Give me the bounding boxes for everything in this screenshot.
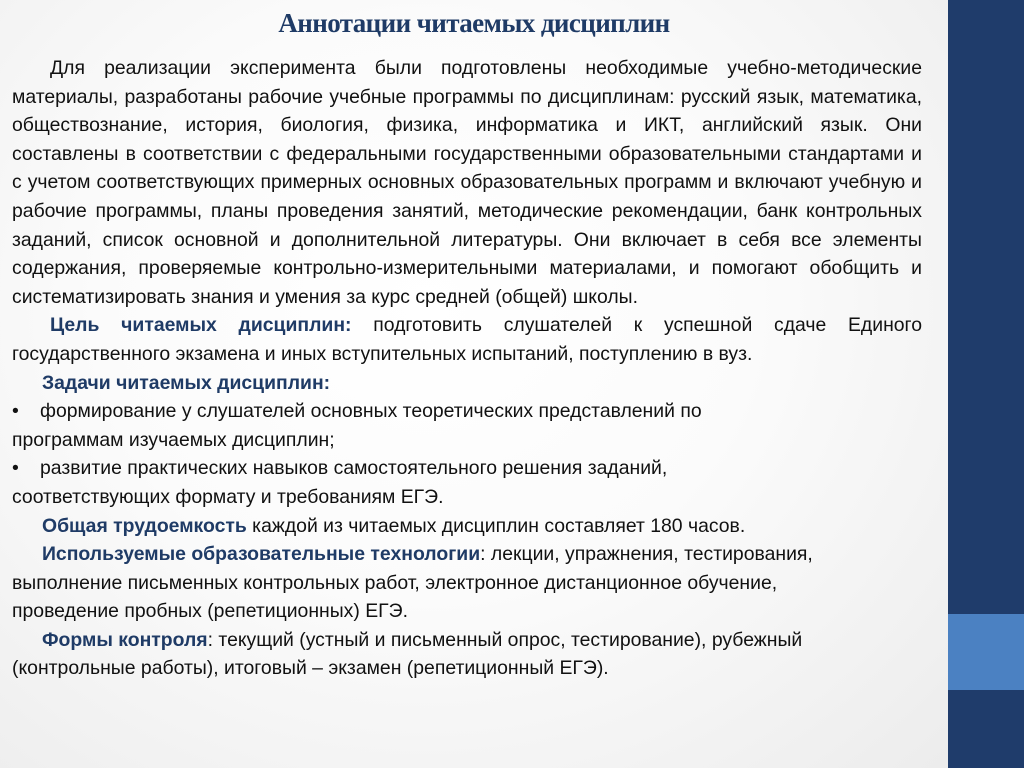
control-line2: (контрольные работы), итоговый – экзамен (репетиционный ЕГЭ). [12, 657, 609, 680]
task-text-line2: программам изучаемых дисциплин; [12, 428, 335, 451]
tasks-list-item [12, 397, 922, 454]
technologies-label: Используемые образовательные технологии [42, 543, 481, 566]
technologies-line1: : лекции, упражнения, тестирования, [480, 543, 813, 566]
technologies-paragraph [12, 540, 922, 626]
bullet-icon: • [12, 457, 19, 480]
sidebar-accent-block [948, 614, 1024, 690]
technologies-line2: выполнение письменных контрольных работ, электронное дистанционное обучение, [12, 571, 778, 594]
slide-title: Аннотации читаемых дисциплин [278, 8, 670, 38]
control-label: Формы контроля [42, 628, 208, 651]
task-text-line2: соответствующих формату и требованиям ЕГЭ. [12, 485, 444, 508]
goal-paragraph [12, 311, 922, 368]
control-line1: : текущий (устный и письменный опрос, тестирование), рубежный [207, 628, 803, 651]
tasks-heading [12, 369, 922, 398]
workload-text: каждой из читаемых дисциплин составляет 180 часов. [246, 514, 746, 537]
goal-label: Цель читаемых дисциплин: [50, 314, 352, 337]
intro-paragraph: Для реализации эксперимента были подготовлены необходимые учебно-методические материалы, разработаны рабочие учебные программы по дисциплинам: русский язык, математика, обществознание, история, биология, физика, информатика и ИКТ, английский язык. Они составлены в соответствии с федеральными государственными образовательными стандартами и с учетом соответствующих примерных основных образовательных программ и включают учебную и рабочие программы, планы проведения занятий, методические рекомендации, банк контрольных заданий, список основной и дополнительной литературы. Они включает в себя все элементы содержания, проверяемые контрольно-измерительными материалами, и помогают обобщить и систематизировать знания и умения за курс средней (общей) школы. [12, 57, 922, 308]
tasks-list-item [12, 454, 922, 511]
slide-content [12, 54, 922, 683]
task-text-line1: формирование у слушателей основных теоретических представлений по [40, 400, 702, 423]
workload-paragraph [12, 512, 922, 541]
bullet-icon: • [12, 400, 19, 423]
tasks-label: Задачи читаемых дисциплин: [42, 371, 331, 394]
workload-label: Общая трудоемкость [42, 514, 247, 537]
goal-text: подготовить слушателей к успешной сдаче Единого государственного экзамена и иных вступительных испытаний, поступлению в вуз. [12, 314, 922, 365]
technologies-line3: проведение пробных (репетиционных) ЕГЭ. [12, 600, 408, 623]
task-text-line1: развитие практических навыков самостоятельного решения заданий, [40, 457, 668, 480]
control-paragraph [12, 626, 922, 683]
